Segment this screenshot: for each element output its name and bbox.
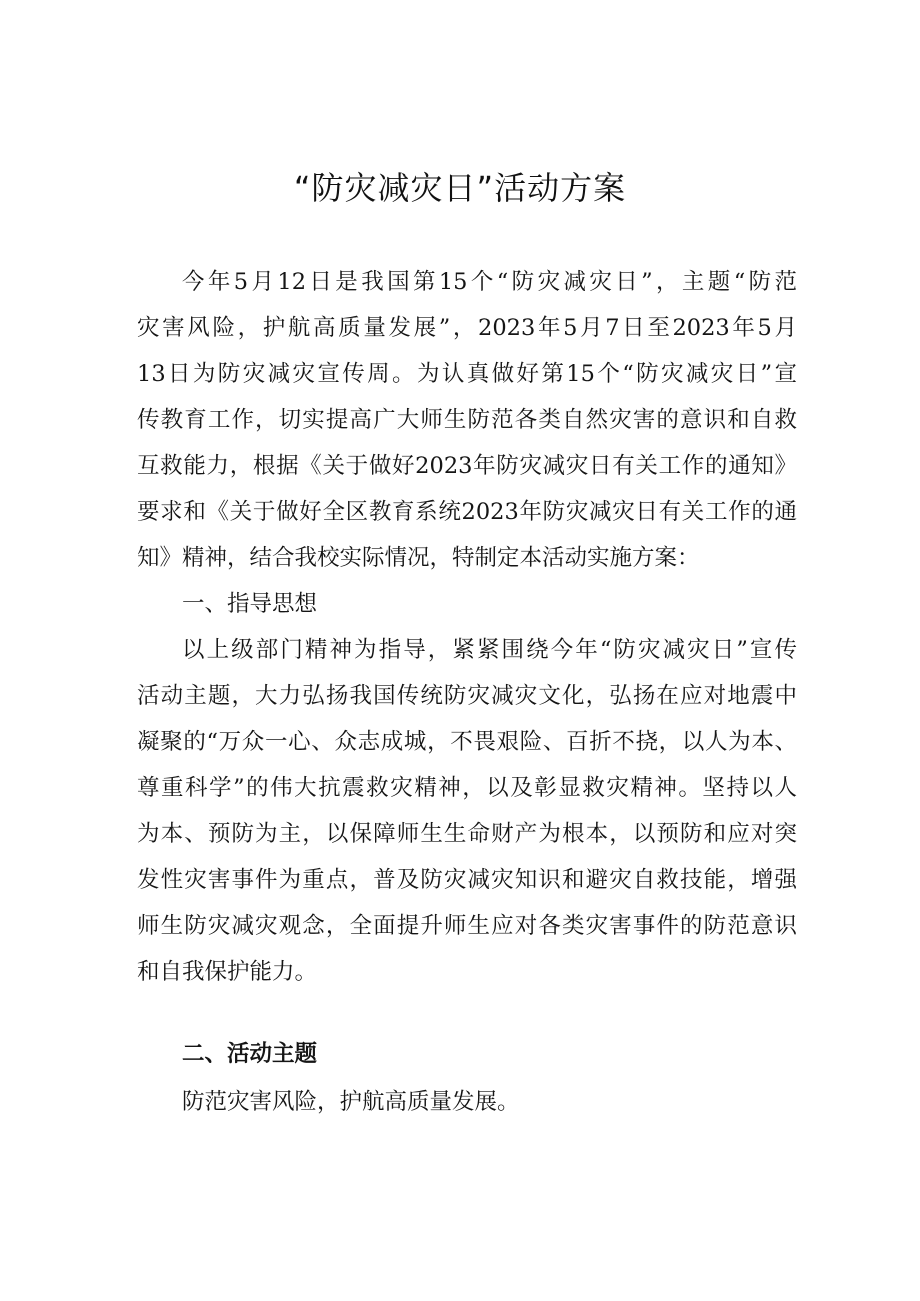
section-1-line-6: 发性灾害事件为重点，普及防灾减灾知识和避灾自救技能，增强 bbox=[137, 867, 797, 893]
paragraph-1-line-5: 互救能力，根据《关于做好2023年防灾减灾日有关工作的通知》 bbox=[137, 453, 797, 479]
section-2-heading: 二、活动主题 bbox=[182, 1041, 318, 1067]
document-title: “防灾减灾日”活动方案 bbox=[293, 169, 627, 207]
section-2-line-1: 防范灾害风险，护航高质量发展。 bbox=[182, 1089, 520, 1115]
section-1-line-8: 和自我保护能力。 bbox=[137, 959, 318, 985]
section-1-line-2: 活动主题，大力弘扬我国传统防灾减灾文化，弘扬在应对地震中 bbox=[137, 683, 797, 709]
paragraph-1-line-1: 今年5月12日是我国第15个“防灾减灾日”，主题“防范 bbox=[182, 269, 797, 295]
section-1-line-1: 以上级部门精神为指导，紧紧围绕今年“防灾减灾日”宣传 bbox=[182, 637, 797, 663]
paragraph-1-line-4: 传教育工作，切实提高广大师生防范各类自然灾害的意识和自救 bbox=[137, 407, 797, 433]
section-1-heading: 一、指导思想 bbox=[182, 591, 318, 617]
paragraph-1-line-6: 要求和《关于做好全区教育系统2023年防灾减灾日有关工作的通 bbox=[137, 499, 797, 525]
section-1-line-4: 尊重科学”的伟大抗震救灾精神，以及彰显救灾精神。坚持以人 bbox=[137, 775, 797, 801]
paragraph-1-line-3: 13日为防灾减灾宣传周。为认真做好第15个“防灾减灾日”宣 bbox=[137, 361, 797, 387]
section-1-line-7: 师生防灾减灾观念，全面提升师生应对各类灾害事件的防范意识 bbox=[137, 913, 797, 939]
section-1-line-3: 凝聚的“万众一心、众志成城，不畏艰险、百折不挠，以人为本、 bbox=[137, 729, 797, 755]
paragraph-1-line-7: 知》精神，结合我校实际情况，特制定本活动实施方案： bbox=[137, 545, 700, 571]
section-1-line-5: 为本、预防为主，以保障师生生命财产为根本，以预防和应对突 bbox=[137, 821, 797, 847]
paragraph-1-line-2: 灾害风险，护航高质量发展”，2023年5月7日至2023年5月 bbox=[137, 315, 797, 341]
